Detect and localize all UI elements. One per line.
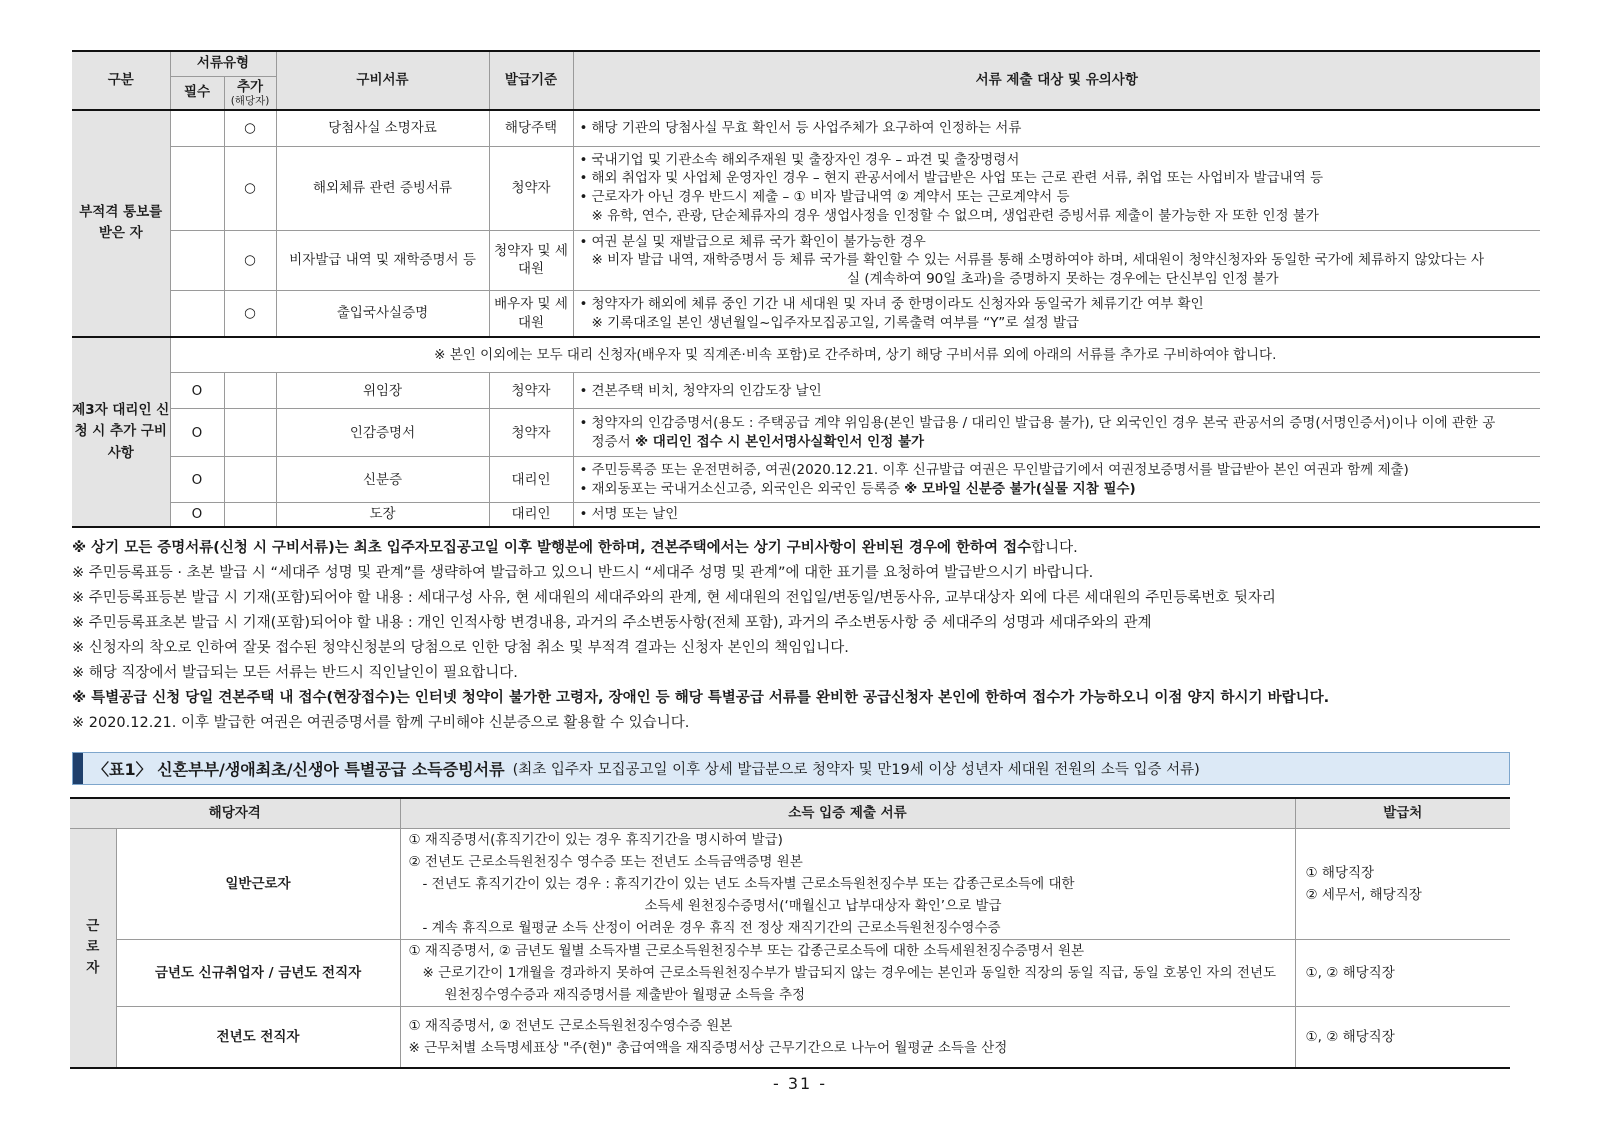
required-mark [170,291,224,337]
header-required: 필수 [170,76,224,110]
additional-mark [224,409,276,457]
issuance-basis: 대리인 [489,503,573,527]
income-row [70,1006,1510,1068]
group-label-text: 근로자 [86,918,100,977]
issuance-basis: 청약자 [489,409,573,457]
note-text: ※ 주민등록표등본 발급 시 기재(포함)되어야 할 내용 : 세대구성 사유, 현 세대원의 세대주와의 관계, 현 세대원의 전입일/변동일/변동사유, 교부대상자 외에 다른 세대원의 주민등록번호 뒷자리 [72,590,1276,606]
required-mark [170,230,224,291]
document-line: ① 재직증명서(휴직기간이 있는 경우 휴직기간을 명시하여 발급) [408,831,783,848]
note [72,661,1512,686]
document-line: 원천징수영수증과 재직증명서를 제출받아 월평균 소득을 추정 [444,986,806,1003]
note-line [580,169,1535,188]
note-line [580,251,1535,270]
note [72,536,1512,561]
header-document: 구비서류 [276,51,489,110]
additional-mark: ○ [224,110,276,146]
document-row [72,503,1540,527]
note-text: 견본주택 비치, 청약자의 인감도장 날인 [591,382,822,399]
note-text: 해외 취업자 및 사업체 운영자인 경우 – 현지 관공서에서 발급받은 사업 또는 근로 관련 서류, 취업 또는 사업비자 발급내역 등 [591,170,1324,187]
note-line [580,461,1535,480]
header-qualification: 해당자격 [70,798,400,828]
note-text: 청약자가 해외에 체류 중인 기간 내 세대원 및 자녀 중 한명이라도 신청자와 동일국가 체류기간 여부 확인 [591,296,1204,312]
document-line: ※ 근로기간이 1개월을 경과하지 못하여 근로소득원천징수부가 발급되지 않는 경우에는 본인과 동일한 직장의 동일 직급, 동일 호봉인 자의 전년도 [422,964,1277,981]
note-line [580,151,1535,170]
header-additional [224,76,276,110]
additional-mark: ○ [224,230,276,291]
note-emphasis: ※ 대리인 접수 시 본인서명사실확인서 인정 불가 [634,433,925,450]
document-name: 해외체류 관련 증빙서류 [276,146,489,230]
additional-mark [224,503,276,527]
additional-mark: ○ [224,146,276,230]
document-line: - 전년도 휴직기간이 있는 경우 : 휴직기간이 있는 년도 소득자별 근로소득원천징수부 또는 갑종근로소득에 대한 [422,875,1075,892]
section-title-bar [72,752,1510,785]
note [72,611,1512,636]
documents-cell [400,939,1295,1006]
note-line [580,295,1535,314]
document-name: 위임장 [276,373,489,409]
section-label: 제3자 대리인 신청 시 추가 구비사항 [72,337,170,527]
required-mark: O [170,409,224,457]
document-name: 출입국사실증명 [276,291,489,337]
notes-cell [573,457,1540,503]
note-line [580,207,1535,226]
section-title: 〈표1〉 신혼부부/생애최초/신생아 특별공급 소득증빙서류 [93,760,505,779]
income-proof-body [70,828,1510,1068]
header-category: 구분 [72,51,170,110]
header-issuer: 발급처 [1295,798,1510,828]
note-line [580,270,1535,289]
header-notes: 서류 제출 대상 및 유의사항 [573,51,1540,110]
note [72,586,1512,611]
notes-cell [573,146,1540,230]
income-proof-table [70,797,1510,1069]
notes-cell [573,291,1540,337]
income-row [70,939,1510,1006]
required-documents-body [72,110,1540,527]
note-text: ※ 신청자의 착오로 인하여 잘못 접수된 청약신청분의 당첨으로 인한 당첨 취소 및 부적격 결과는 신청자 본인의 책임입니다. [72,640,849,656]
required-documents-table [72,50,1540,528]
note-line [580,314,1535,333]
note-text: ※ 주민등록표초본 발급 시 기재(포함)되어야 할 내용 : 개인 인적사항 변경내용, 과거의 주소변동사항(전체 포함), 과거의 주소변동사항 중 세대주의 성명과 세대주와의 관계 [72,615,1152,631]
note-line [580,480,1535,499]
issuer-cell [1295,828,1510,939]
note-bold: ※ 상기 모든 증명서류(신청 시 구비서류)는 최초 입주자모집공고일 이후 발행분에 한하며, 견본주택에서는 상기 구비사항이 완비된 경우에 한하여 접수 [72,540,1032,556]
page-number: - 31 - [772,1074,828,1093]
note-text: ※ 해당 직장에서 발급되는 모든 서류는 반드시 직인날인이 필요합니다. [72,665,518,681]
document-row [72,373,1540,409]
header-additional-sub: (해당자) [230,95,270,108]
note-line [580,382,1535,401]
notes-cell [573,503,1540,527]
note-emphasis: ※ 모바일 신분증 불가(실물 지참 필수) [904,480,1136,497]
document-line: ② 전년도 근로소득원천징수 영수증 또는 전년도 소득금액증명 원본 [408,853,803,870]
notes-cell [573,230,1540,291]
document-row [72,457,1540,503]
note-text: 재외동포는 국내거소신고증, 외국인은 외국인 등록증 [591,480,900,497]
note-text: 해당 기관의 당첨사실 무효 확인서 등 사업주체가 요구하여 인정하는 서류 [591,119,1022,136]
document-row [72,409,1540,457]
documents-cell [400,1006,1295,1068]
issuance-basis: 청약자 [489,146,573,230]
note-text: 청약자의 인감증명서(용도 : 주택공급 계약 위임용(본인 발급용 / 대리인 발급용 불가), 단 외국인인 경우 본국 관공서의 증명(서명인증서)이나 이에 관한 공 [591,415,1496,432]
note-text: 합니다. [1031,540,1078,556]
note-text: ※ 기록대조일 본인 생년월일~입주자모집공고일, 기록출력 여부를 “Y”로 설정 발급 [591,314,1080,331]
note-text: 국내기업 및 기관소속 해외주재원 및 출장자인 경우 – 파견 및 출장명령서 [591,151,1020,168]
document-line: ① 재직증명서, ② 금년도 월별 소득자별 근로소득원천징수부 또는 갑종근로소득에 대한 소득세원천징수증명서 원본 [408,942,1085,959]
issuance-basis: 청약자 및 세대원 [489,230,573,291]
required-mark: O [170,503,224,527]
note-line [580,505,1535,524]
document-line: - 계속 휴직으로 월평균 소득 산정이 어려운 경우 휴직 전 정상 재직기간의 근로소득원천징수영수증 [422,919,1001,936]
header-doc-type: 서류유형 [170,51,276,76]
group-label [70,828,116,1068]
note [72,686,1512,711]
note-line [580,233,1535,252]
document-line: ① 재직증명서, ② 전년도 근로소득원천징수영수증 원본 [408,1017,733,1034]
document-name: 비자발급 내역 및 재학증명서 등 [276,230,489,291]
notes-cell [573,110,1540,146]
header-issuance: 발급기준 [489,51,573,110]
issuance-basis: 대리인 [489,457,573,503]
document-row [72,230,1540,291]
income-row [70,828,1510,939]
document-name: 인감증명서 [276,409,489,457]
note-text: ※ 2020.12.21. 이후 발급한 여권은 여권증명서를 함께 구비해야 신분증으로 활용할 수 있습니다. [72,715,690,731]
document-line: ※ 근무처별 소득명세표상 "주(현)" 총급여액을 재직증명서상 근무기간으로 나누어 월평균 소득을 산정 [408,1039,1008,1056]
section-title-accent [73,753,83,784]
note-line [580,433,1535,452]
note-line [580,188,1535,207]
note-text: ※ 비자 발급 내역, 재학증명서 등 체류 국가를 확인할 수 있는 서류를 통해 소명하여야 하며, 세대원이 청약신청자와 동일한 국가에 체류하지 않았다는 사 [591,252,1484,269]
note-text: 서명 또는 날인 [591,506,679,523]
note-text: 정증서 [591,433,631,450]
additional-mark: ○ [224,291,276,337]
notes-cell [573,409,1540,457]
additional-mark [224,373,276,409]
notes-block [72,536,1512,736]
section-span-note: ※ 본인 이외에는 모두 대리 신청자(배우자 및 직계존·비속 포함)로 간주하며, 상기 해당 구비서류 외에 아래의 서류를 추가로 구비하여야 합니다. [170,337,1540,373]
required-mark: O [170,373,224,409]
document-name: 도장 [276,503,489,527]
documents-cell [400,828,1295,939]
document-name: 당첨사실 소명자료 [276,110,489,146]
issuance-basis: 해당주택 [489,110,573,146]
section-note-row [72,337,1540,373]
note [72,561,1512,586]
notes-cell [573,373,1540,409]
document-row [72,291,1540,337]
note-text: 여권 분실 및 재발급으로 체류 국가 확인이 불가능한 경우 [591,233,926,250]
section-subtitle: (최초 입주자 모집공고일 이후 상세 발급분으로 청약자 및 만19세 이상 성년자 세대원 전원의 소득 입증 서류) [512,762,1200,778]
note-line [580,414,1535,433]
document-line: 소득세 원천징수증명서(‘매월신고 납부대상자 확인’으로 발급 [644,897,1002,914]
note-line [580,119,1535,138]
issuer-line: ①, ② 해당직장 [1305,1028,1395,1045]
issuer-line: ① 해당직장 [1305,864,1375,881]
note-text: ※ 주민등록표등 · 초본 발급 시 “세대주 성명 및 관계”를 생략하여 발급하고 있으니 반드시 “세대주 성명 및 관계”에 대한 표기를 요청하여 발급받으시기 바랍니다. [72,565,1094,581]
required-mark: O [170,457,224,503]
note-text: 실 (계속하여 90일 초과)을 증명하지 못하는 경우에는 단신부임 인정 불가 [847,270,1279,287]
issuer-cell [1295,939,1510,1006]
document-row [72,146,1540,230]
issuer-line: ② 세무서, 해당직장 [1305,886,1422,903]
note [72,711,1512,736]
document-name: 신분증 [276,457,489,503]
note-text: 근로자가 아닌 경우 반드시 제출 – ① 비자 발급내역 ② 계약서 또는 근로계약서 등 [591,189,1070,205]
document-row [72,110,1540,146]
issuer-line: ①, ② 해당직장 [1305,964,1395,981]
qualification: 금년도 신규취업자 / 금년도 전직자 [116,939,400,1006]
issuance-basis: 배우자 및 세대원 [489,291,573,337]
section-label: 부적격 통보를 받은 자 [72,110,170,337]
additional-mark [224,457,276,503]
qualification: 일반근로자 [116,828,400,939]
note-bold: ※ 특별공급 신청 당일 견본주택 내 접수(현장접수)는 인터넷 청약이 불가한 고령자, 장애인 등 해당 특별공급 서류를 완비한 공급신청자 본인에 한하여 접수가 가능하오니 이점 양지 하시기 바랍니다. [72,690,1330,706]
required-mark [170,146,224,230]
issuer-cell [1295,1006,1510,1068]
note-text: 주민등록증 또는 운전면허증, 여권(2020.12.21. 이후 신규발급 여권은 무인발급기에서 여권정보증명서를 발급받아 본인 여권과 함께 제출) [591,462,1409,479]
qualification: 전년도 전직자 [116,1006,400,1068]
note-text: ※ 유학, 연수, 관광, 단순체류자의 경우 생업사정을 인정할 수 없으며, 생업관련 증빙서류 제출이 불가능한 자 또한 인정 불가 [591,207,1319,224]
header-additional-label: 추가 [236,78,264,95]
note [72,636,1512,661]
header-income-documents: 소득 입증 제출 서류 [400,798,1295,828]
required-mark [170,110,224,146]
issuance-basis: 청약자 [489,373,573,409]
